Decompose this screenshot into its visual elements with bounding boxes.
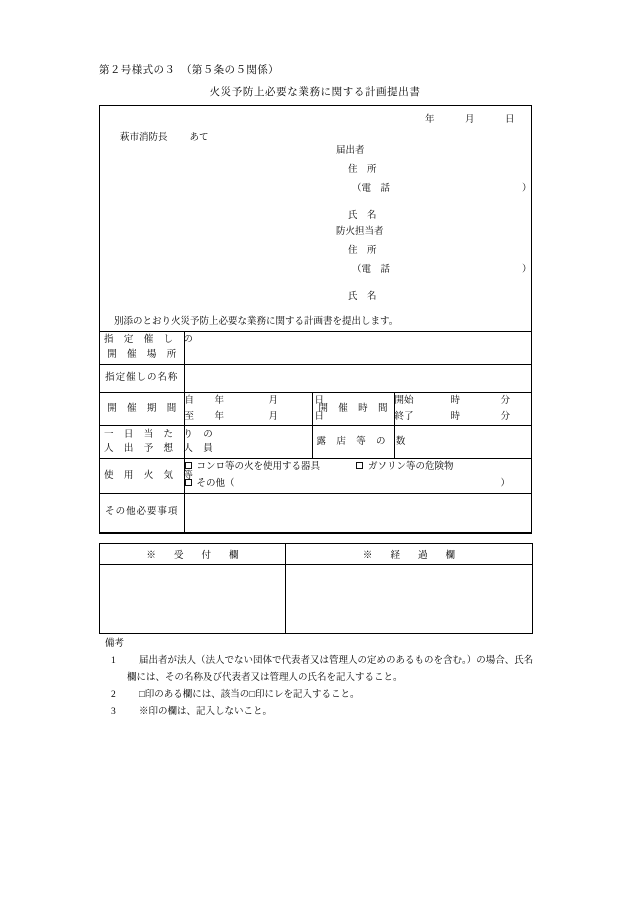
date-day-label: 日 [505,115,515,125]
fire-option-3-paren-close: ） [500,478,511,489]
date-month-label: 月 [465,115,475,125]
fire-officer-address-label: 住 所 [348,246,377,256]
reception-header-cell [100,544,286,565]
venue-label-line1: 指 定 催 し の [103,335,197,346]
period-from-month: 月 [268,396,279,406]
time-start-minute: 分 [500,396,511,406]
fire-option-row-1 [185,459,532,476]
fire-use-label: 使 用 火 気 等 [103,470,197,481]
receipt-table [99,543,533,634]
applicant-name-label: 氏 名 [348,211,377,221]
checkbox-icon-gasoline[interactable] [356,462,363,469]
period-from-row [184,393,325,409]
addressee-suffix: あて [189,133,209,143]
table-row-fire-use [100,459,531,493]
remarks-item-1-number: 1 [111,656,116,667]
remarks-item-1 [105,653,565,686]
period-to-year: 年 [214,412,225,423]
remarks-item-3 [105,704,565,720]
remarks-item-2-line1: □印のある欄には、該当の□印にレを記入すること。 [139,689,360,700]
table-row-period [100,393,531,426]
venue-label-cell [100,332,197,365]
other-value-field[interactable] [184,493,531,532]
remarks-item-2-number: 2 [111,689,116,700]
fire-officer-phone-row [336,261,532,275]
progress-body-field[interactable] [286,565,533,634]
form-number: 第２号様式の３ （第５条の５関係） [99,65,280,76]
event-name-value-field[interactable] [184,365,531,393]
event-name-label-cell [100,365,184,393]
fire-officer-title: 防火担当者 [336,227,384,237]
applicant-title: 届出者 [336,146,365,156]
remarks-item-1-line2: 欄には、その名称及び代表者又は管理人の氏名を記入すること。 [127,672,403,683]
date-line [425,111,517,125]
fire-use-value-field [184,459,531,493]
applicant-block [336,142,532,221]
time-value-field[interactable] [394,393,531,426]
addressee-office: 萩市消防長 [120,133,168,143]
period-label-cell [100,393,184,426]
stalls-label-cell [312,426,410,459]
period-to-day: 日 [314,412,325,423]
receipt-body-row [100,565,533,634]
applicant-address-label: 住 所 [348,165,377,175]
time-start-row [395,393,532,409]
time-end-minute: 分 [500,412,511,423]
remarks-item-2 [105,687,565,703]
date-year-label: 年 [425,115,435,125]
reception-body-field[interactable] [100,565,286,634]
applicant-phone-label: （電 話 [352,184,391,194]
time-end-hour: 時 [450,412,461,423]
time-end-row [395,409,532,425]
receipt-header-row [100,544,533,565]
period-value-field[interactable] [184,393,325,426]
form-table [100,331,531,533]
salutation-block [100,106,531,331]
event-name-label: 指定催しの名称 [105,373,179,384]
remarks-item-3-number: 3 [111,707,116,718]
venue-value-field[interactable] [184,332,531,365]
remarks-section [105,636,565,721]
attendance-label-cell [100,426,217,459]
period-to-label: 至 [184,412,195,423]
remarks-title: 備考 [105,639,125,649]
remarks-item-3-line1: ※印の欄は、記入しないこと。 [139,707,273,718]
stalls-label: 露 店 等 の 数 [316,436,410,447]
applicant-phone-paren-close: ） [522,184,532,194]
progress-label: ※ 経 過 欄 [362,551,460,561]
fire-officer-phone-paren-close: ） [522,265,532,275]
fire-option-2-label: ガソリン等の危険物 [368,462,454,473]
checkbox-icon-stove[interactable] [185,462,192,469]
stalls-value-field[interactable] [394,426,531,459]
fire-option-2-group [356,462,454,472]
reception-label: ※ 受 付 欄 [146,551,243,561]
fire-officer-name-label: 氏 名 [348,292,377,302]
other-label-cell [100,493,184,532]
time-label-cell [312,393,394,426]
venue-label-line2: 開 催 場 所 [107,350,181,360]
progress-header-cell [286,544,533,565]
attendance-label-line2: 人 出 予 想 人 員 [103,444,217,455]
period-from-year: 年 [214,396,225,406]
time-start-hour: 時 [450,396,461,406]
form-frame [99,105,532,534]
submission-statement: 別添のとおり火災予防上必要な業務に関する計画書を提出します。 [114,317,399,327]
period-from-day: 日 [314,396,325,406]
table-row-venue [100,332,531,365]
fire-use-label-cell [100,459,197,493]
period-label: 開 催 期 間 [107,403,181,414]
time-label: 開 催 時 間 [318,403,392,414]
fire-option-3-label: その他（ [196,478,235,489]
document-title: 火災予防上必要な業務に関する計画提出書 [209,87,421,98]
fire-option-row-2 [185,476,532,493]
table-row-attendance [100,426,531,459]
table-row-other [100,493,531,532]
applicant-phone-row [336,180,532,194]
period-to-row [184,409,325,425]
remarks-item-1-line1: 届出者が法人（法人でない団体で代表者又は管理人の定めのあるものを含む。）の場合、氏名 [139,656,534,667]
attendance-label-line1: 一 日 当 た り の [103,429,217,440]
fire-officer-block [336,223,532,302]
checkbox-icon-other[interactable] [185,479,192,486]
fire-officer-phone-label: （電 話 [352,265,391,275]
other-label: その他必要事項 [105,507,179,518]
time-end-label: 終了 [394,412,414,423]
table-row-event-name [100,365,531,393]
addressee [120,129,209,143]
time-start-label: 開始 [394,396,414,406]
fire-option-1-label: コンロ等の火を使用する器具 [196,462,321,473]
period-from-label: 自 [184,396,195,406]
period-to-month: 月 [268,412,279,423]
